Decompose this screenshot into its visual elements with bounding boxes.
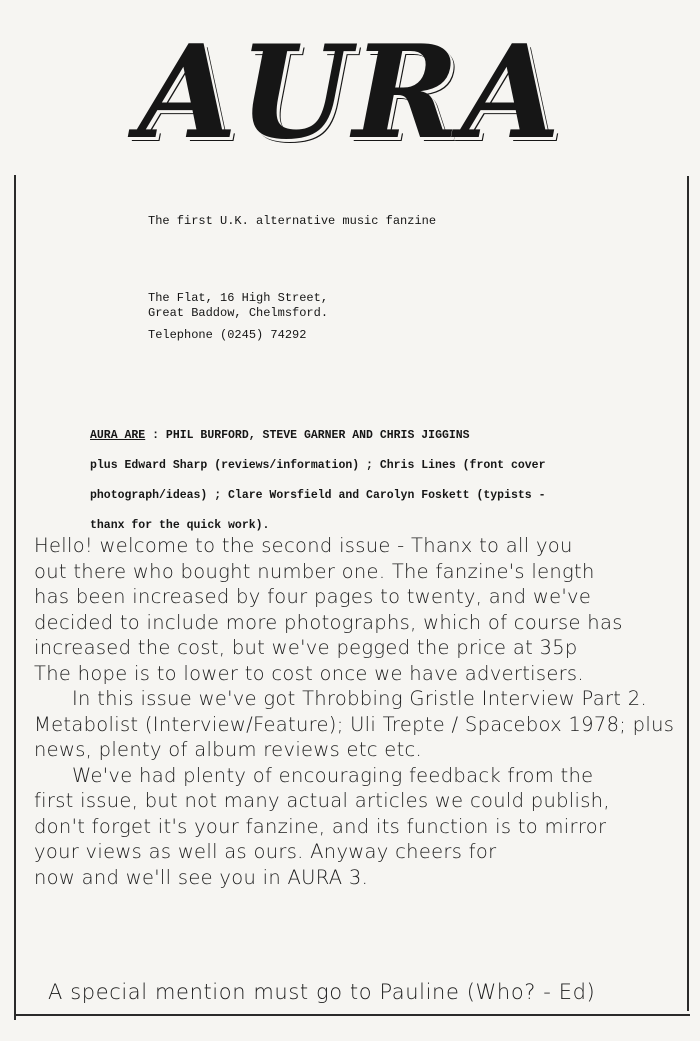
telephone: Telephone (0245) 74292 bbox=[148, 328, 307, 342]
letter-line: The hope is to lower to cost once we have advertisers. bbox=[34, 661, 584, 685]
credits-label: AURA ARE bbox=[90, 429, 146, 442]
masthead-title: AURA bbox=[137, 18, 563, 168]
credits-line-1 bbox=[90, 428, 545, 458]
letter-line: We've had plenty of encouraging feedback from the bbox=[72, 763, 594, 787]
letter-line: out there who bought number one. The fanzine's length bbox=[34, 559, 595, 583]
letter-line: has been increased by four pages to twenty, and we've bbox=[34, 585, 592, 608]
special-mention: A special mention must go to Pauline (Who? - Ed) bbox=[48, 980, 596, 1004]
letter-line: Hello! welcome to the second issue - Thanx to all you bbox=[34, 534, 573, 557]
credits-line-2: plus Edward Sharp (reviews/information) ; Chris Lines (front cover bbox=[90, 459, 546, 472]
address-line-1: The Flat, 16 High Street, bbox=[148, 291, 329, 305]
letter-line: your views as well as ours. Anyway cheers for bbox=[34, 840, 497, 863]
handwritten-letter bbox=[34, 533, 674, 890]
address-line-2: Great Baddow, Chelmsford. bbox=[148, 306, 329, 320]
letter-line: decided to include more photographs, which of course has bbox=[34, 610, 623, 634]
letter-line: In this issue we've got Throbbing Gristle Interview Part 2. bbox=[72, 687, 647, 710]
credits-line-4: thanx for the quick work). bbox=[90, 519, 270, 532]
letter-line: don't forget it's your fanzine, and its function is to mirror bbox=[34, 814, 607, 838]
page-border-right bbox=[687, 176, 689, 1011]
page-border-left bbox=[14, 175, 16, 1020]
credits-line-3: photograph/ideas) ; Clare Worsfield and Carolyn Foskett (typists - bbox=[90, 489, 546, 502]
letter-line: increased the cost, but we've pegged the price at 35p bbox=[34, 636, 578, 659]
credits-block bbox=[90, 428, 545, 548]
letter-line: now and we'll see you in AURA 3. bbox=[34, 865, 369, 889]
letter-line: news, plenty of album reviews etc etc. bbox=[34, 738, 423, 761]
letter-line: Metabolist (Interview/Feature); Uli Trepte / Spacebox 1978; plus bbox=[34, 712, 675, 736]
credits-members: : PHIL BURFORD, STEVE GARNER AND CHRIS JIGGINS bbox=[145, 429, 470, 442]
page-border-bottom bbox=[14, 1014, 690, 1016]
letter-line: first issue, but not many actual articles we could publish, bbox=[34, 789, 610, 812]
subtitle: The first U.K. alternative music fanzine bbox=[148, 214, 437, 228]
